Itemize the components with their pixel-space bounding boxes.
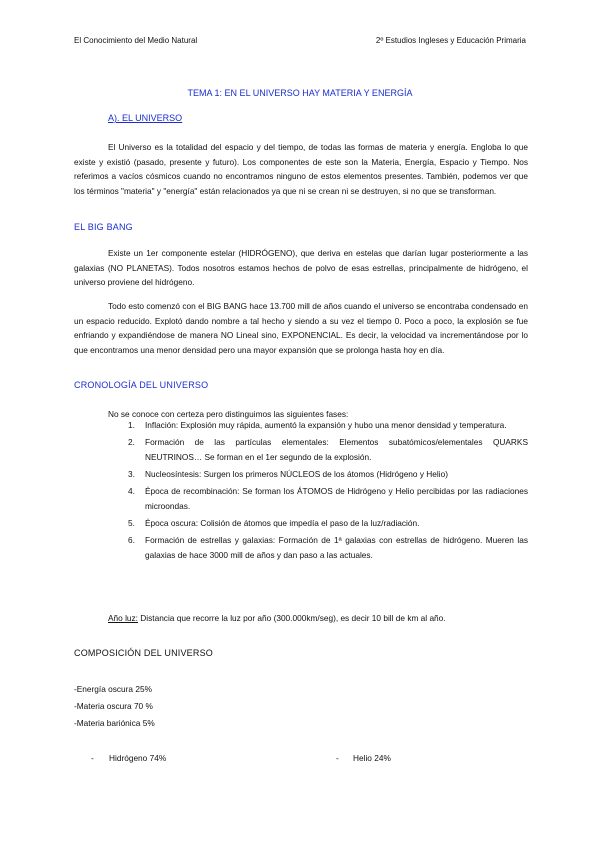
section-a-paragraph: El Universo es la totalidad del espacio y del tiempo, de todas las formas de materia y energía. Engloba lo que existe y existió (pasado, presente y futuro). Los componentes de este son la Materia, Energía, Espacio y Tiempo. Nos referimos a vacíos cósmicos cuando no encontramos ninguno de estos elementos presentes. También, podemos ver que los términos "materia" y "energía" están relacionados ya que ni se crean ni se destruyen, si no que se transforman. <box>74 142 528 196</box>
list-number: 5. <box>128 518 135 528</box>
header-right: 2º Estudios Ingleses y Educación Primaria <box>375 36 526 45</box>
list-number: 4. <box>128 486 135 496</box>
bullet-text-hidrogeno: Hidrógeno 74% <box>109 753 167 763</box>
list-item <box>128 533 528 563</box>
list-number: 3. <box>128 469 135 479</box>
composicion-heading: COMPOSICIÓN DEL UNIVERSO <box>74 648 213 658</box>
list-number: 6. <box>128 535 135 545</box>
ano-luz-definition <box>108 613 446 623</box>
bigbang-heading: EL BIG BANG <box>74 222 133 232</box>
composition-item: -Materia oscura 70 % <box>74 701 153 711</box>
list-text: Formación de las partículas elementales: Elementos subatómicos/elementales QUARKS NEUTRINOS… Se forman en el 1er segundo de la explosión. <box>145 437 528 462</box>
composition-item: -Energía oscura 25% <box>74 684 152 694</box>
list-item <box>128 435 528 465</box>
phases-list <box>128 418 528 565</box>
ano-luz-text: Distancia que recorre la luz por año (300.000km/seg), es decir 10 bill de km al año. <box>137 613 446 623</box>
list-number: 1. <box>128 420 135 430</box>
list-item <box>128 516 528 531</box>
bullet-text-helio: Helio 24% <box>353 753 391 763</box>
list-item <box>128 418 528 433</box>
list-text: Nucleosíntesis: Surgen los primeros NÚCLEOS de los átomos (Hidrógeno y Helio) <box>145 469 448 479</box>
header-left: El Conocimiento del Medio Natural <box>74 36 198 45</box>
composition-item: -Materia bariónica 5% <box>74 718 155 728</box>
list-number: 2. <box>128 437 135 447</box>
bigbang-paragraph-1: Existe un 1er componente estelar (HIDRÓGENO), que deriva en estelas que darían lugar posteriormente a las galaxias (NO PLANETAS). Todos nosotros estamos hechos de polvo de esas estrellas, principalmente de hidrógeno, el universo proviene del hidrógeno. <box>74 248 528 287</box>
list-text: Inflación: Explosión muy rápida, aumentó la expansión y hubo una menor densidad y temperatura. <box>145 420 507 430</box>
bullet-dash: - <box>91 753 94 763</box>
list-item <box>128 467 528 482</box>
list-item <box>128 484 528 514</box>
page-title: TEMA 1: EN EL UNIVERSO HAY MATERIA Y ENERGÍA <box>187 88 413 98</box>
bullet-dash: - <box>336 753 339 763</box>
bigbang-paragraph-2: Todo esto comenzó con el BIG BANG hace 13.700 mill de años cuando el universo se encontraba condensado en un espacio reducido. Explotó dando nombre a tal hecho y siendo a su vez el tiempo 0. Poco a poco, la explosión se fue enfriando y expandiéndose de manera NO Lineal sino, EXPONENCIAL. Es decir, la velocidad va incrementándose por lo que encontramos una menor densidad pero una mayor expansión que se prolonga hasta hoy en día. <box>74 301 528 355</box>
ano-luz-label: Año luz: <box>108 613 138 623</box>
cronologia-heading: CRONOLOGÍA DEL UNIVERSO <box>74 380 209 390</box>
list-text: Época oscura: Colisión de átomos que impedía el paso de la luz/radiación. <box>145 518 420 528</box>
list-text: Formación de estrellas y galaxias: Formación de 1ª galaxias con estrellas de hidrógeno. Mueren las galaxias de hace 3000 mill de años y dan paso a las actuales. <box>145 535 528 560</box>
list-text: Época de recombinación: Se forman los ÁTOMOS de Hidrógeno y Helio percibidas por las radiaciones microondas. <box>145 486 528 511</box>
section-a-heading: A). EL UNIVERSO <box>108 113 183 123</box>
cronologia-intro: No se conoce con certeza pero distinguimos las siguientes fases: <box>108 409 349 419</box>
